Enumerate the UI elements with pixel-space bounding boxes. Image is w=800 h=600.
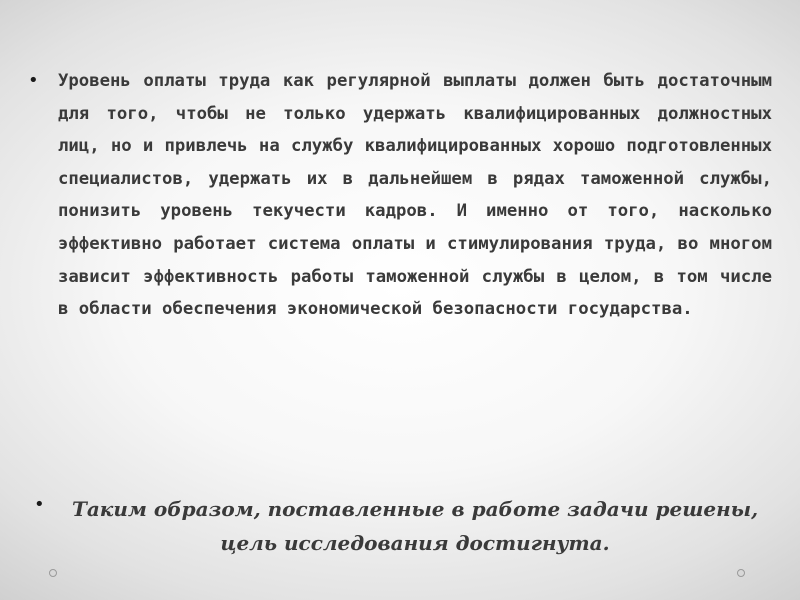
corner-ornament [737, 569, 745, 577]
bullet-marker: • [34, 494, 45, 515]
conclusion-paragraph: Таким образом, поставленные в работе задачи решены, цель исследования достигнута. [71, 497, 759, 555]
corner-ornament [49, 569, 57, 577]
main-paragraph: Уровень оплаты труда как регулярной выплаты должен быть достаточным для того, чтобы не только удержать квалифицированных должностных лиц, но и привлечь на службу квалифицированных хорошо подготовленных специалистов, удержать их в дальнейшем в рядах таможенной службы, понизить уровень текучести кадров. И именно от того, насколько эффективно работает система оплаты и стимулирования труда, во многом зависит эффективность работы таможенной службы в целом, в том числе в области обеспечения экономической безопасности государства. [58, 71, 772, 320]
bullet-marker: • [28, 70, 39, 91]
